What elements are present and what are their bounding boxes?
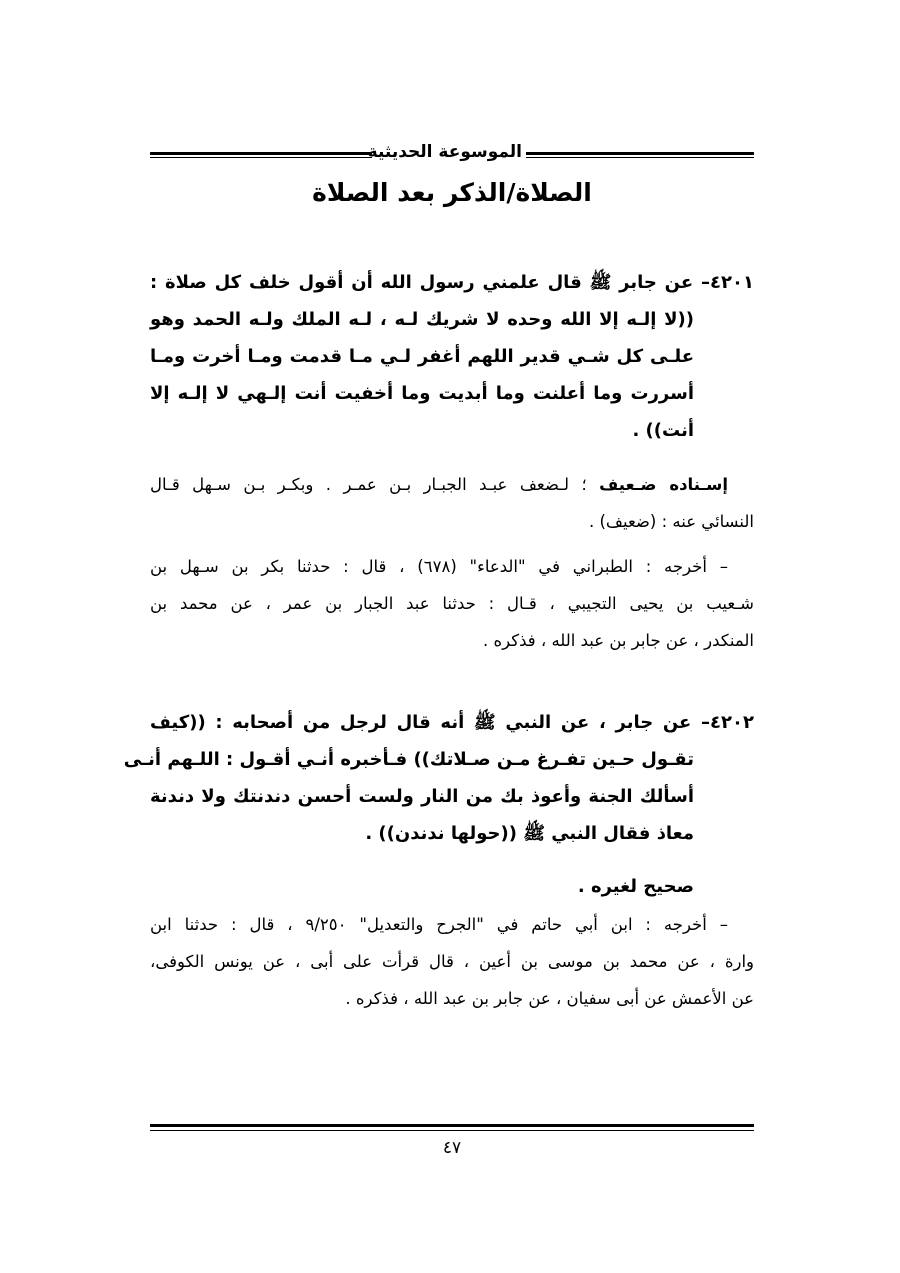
hadith-4201-takhrij — [150, 548, 754, 659]
takhrij-line: – أخرجه : ابن أبي حاتم في "الجرح والتعديل" ٩/٢٥٠ ، قال : حدثنا ابن — [150, 915, 728, 934]
takhrij-line: وارة ، عن محمد بن موسى بن أعين ، قال قرأت على أبى ، عن يونس الكوفى، — [150, 952, 754, 971]
hadith-text-line: عن جابر ﷺ قال علمني رسول الله أن أقول خلف كل صلاة : — [150, 272, 694, 293]
header-rule-right-thin — [526, 157, 754, 158]
hadith-number: ٤٢٠١– — [701, 272, 754, 293]
hadith-4202-text — [123, 704, 754, 852]
page-number: ٤٧ — [442, 1138, 462, 1158]
hadith-4201-isnad — [150, 466, 754, 540]
header-rule-left-thin — [150, 157, 372, 158]
hadith-number: ٤٢٠٢– — [701, 712, 754, 733]
header-rule-right-thick — [526, 152, 754, 155]
isnad-line: النسائي عنه : (ضعيف) . — [588, 512, 754, 531]
hadith-line — [150, 264, 754, 301]
hadith-text-line: أسررت وما أعلنت وما أبديت وما أخفيت أنت إلـهي لا إلـه إلا — [150, 383, 694, 404]
isnad-text: ؛ لـضعف عبـد الجبـار بـن عمـر . وبكـر بـن سـهل قـال — [150, 475, 587, 494]
hadith-line — [150, 704, 754, 741]
isnad-line — [150, 466, 754, 503]
footer-rule-thin — [150, 1130, 754, 1131]
takhrij-line: المنكدر ، عن جابر بن عبد الله ، فذكره . — [482, 631, 754, 650]
takhrij-line: عن الأعمش عن أبى سفيان ، عن جابر بن عبد الله ، فذكره . — [345, 989, 754, 1008]
hadith-text-line: تقـول حـين تفـرغ مـن صـلاتك)) فـأخبره أنـي أقـول : اللـهم أنـى — [123, 749, 694, 770]
hadith-text-line: أسألك الجنة وأعوذ بك من النار ولست أحسن دندنتك ولا دندنة — [150, 786, 694, 807]
hadith-text-line: أنت)) . — [632, 420, 694, 441]
hadith-text-line: ((لا إلـه إلا الله وحده لا شريك لـه ، لـه الملك ولـه الحمد وهو — [150, 309, 694, 330]
hadith-text-line: عن جابر ، عن النبي ﷺ أنه قال لرجل من أصحابه : ((كيف — [150, 712, 692, 733]
isnad-grade: إسـناده ضـعيف — [599, 475, 728, 494]
running-header — [150, 142, 754, 168]
hadith-4202-grade — [150, 868, 754, 905]
grade-text: صحيح لغيره . — [577, 876, 694, 897]
takhrij-line: – أخرجه : الطبراني في "الدعاء" (٦٧٨) ، قال : حدثنا بكر بن سـهل بن — [150, 557, 728, 576]
section-title: الصلاة/الذكر بعد الصلاة — [312, 178, 592, 207]
hadith-text-line: معاذ فقال النبي ﷺ ((حولها ندندن)) . — [365, 823, 694, 844]
hadith-text-line: علـى كل شـي قدير اللهم أغفر لـي مـا قدمت ومـا أخرت ومـا — [150, 346, 694, 367]
hadith-4202-takhrij — [150, 906, 754, 1017]
hadith-4201-text — [150, 264, 754, 449]
takhrij-line: شـعيب بن يحيى التجيبي ، قـال : حدثنا عبد الجبار بن عمر ، عن محمد بن — [150, 594, 754, 613]
running-header-title: الموسوعة الحديثية — [367, 142, 522, 162]
header-rule-left-thick — [150, 152, 372, 155]
footer-rule-thick — [150, 1124, 754, 1127]
